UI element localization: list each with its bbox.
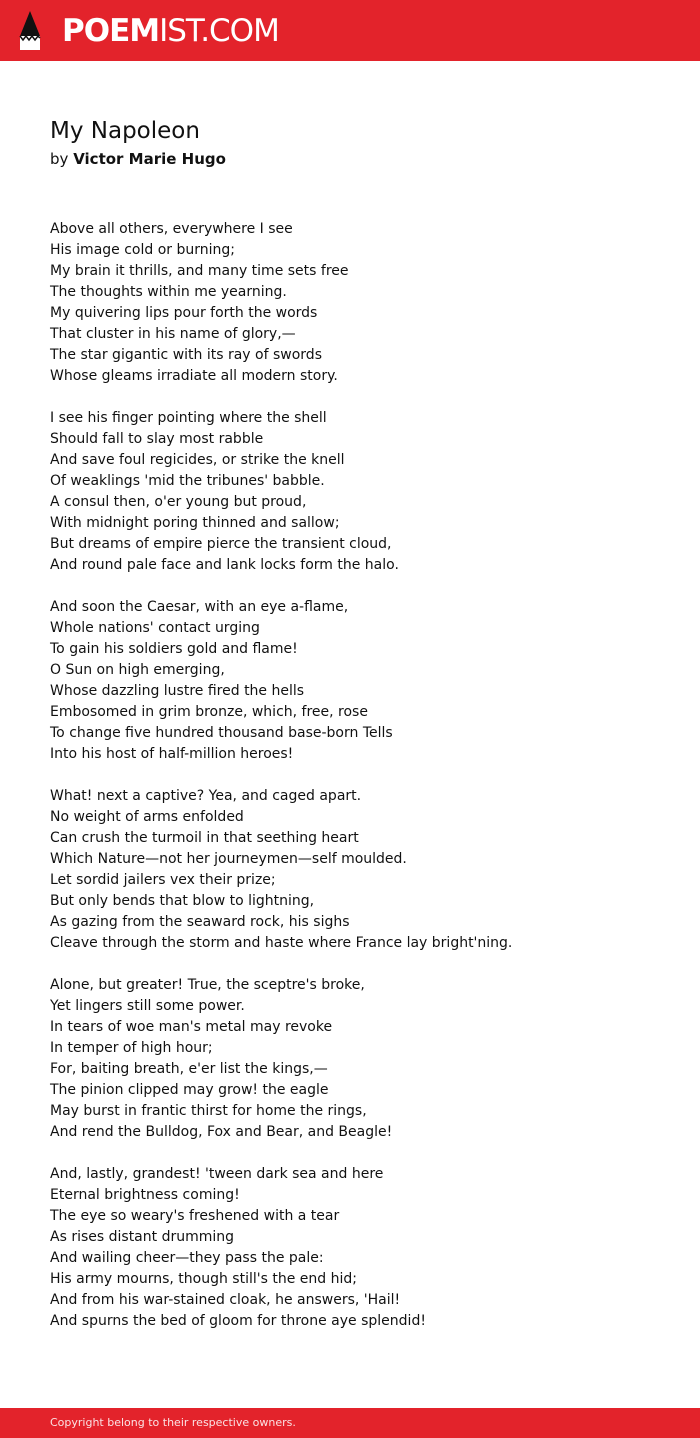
site-header [0, 0, 700, 61]
poem-line: Yet lingers still some power. [50, 998, 245, 1014]
poem-line: But dreams of empire pierce the transient cloud, [50, 536, 392, 552]
poem-line: With midnight poring thinned and sallow; [50, 515, 340, 531]
poem-line: The star gigantic with its ray of swords [50, 347, 322, 363]
poem-line: His image cold or burning; [50, 242, 235, 258]
poem-line: Alone, but greater! True, the sceptre's broke, [50, 977, 365, 993]
poem-line: In tears of woe man's metal may revoke [50, 1019, 333, 1035]
poem-title: My Napoleon [50, 118, 200, 144]
poem-line: And spurns the bed of gloom for throne aye splendid! [50, 1313, 426, 1329]
poem-line: And save foul regicides, or strike the knell [50, 452, 345, 468]
poem-line: O Sun on high emerging, [50, 662, 225, 678]
poem-line: For, baiting breath, e'er list the kings,— [50, 1061, 328, 1077]
byline-prefix: by [50, 150, 69, 168]
poem-line: And round pale face and lank locks form the halo. [50, 557, 399, 573]
poem-line: My quivering lips pour forth the words [50, 305, 318, 321]
poem-line: Should fall to slay most rabble [50, 431, 264, 447]
poem-line: Eternal brightness coming! [50, 1187, 240, 1203]
poem-line: My brain it thrills, and many time sets free [50, 263, 349, 279]
poem-line: Into his host of half-million heroes! [50, 746, 294, 762]
poem-line: May burst in frantic thirst for home the rings, [50, 1103, 367, 1119]
poem-line: Whose dazzling lustre fired the hells [50, 683, 305, 699]
poem-line: Can crush the turmoil in that seething heart [50, 830, 359, 846]
poem-line: A consul then, o'er young but proud, [50, 494, 307, 510]
poem-line: As rises distant drumming [50, 1229, 235, 1245]
site-logo[interactable] [62, 11, 279, 51]
poem-line: What! next a captive? Yea, and caged apart. [50, 788, 362, 804]
poem-stanza [50, 219, 670, 387]
poem-byline [50, 148, 226, 170]
poem-line: And soon the Caesar, with an eye a-flame, [50, 599, 349, 615]
poem-stanza [50, 1164, 670, 1332]
poem-line: And from his war-stained cloak, he answers, 'Hail! [50, 1292, 401, 1308]
poem-stanza [50, 975, 670, 1143]
poem-line: The pinion clipped may grow! the eagle [50, 1082, 329, 1098]
poem-line: No weight of arms enfolded [50, 809, 244, 825]
poem-line: And rend the Bulldog, Fox and Bear, and Beagle! [50, 1124, 393, 1140]
poem-line: The thoughts within me yearning. [50, 284, 287, 300]
poem-stanza [50, 408, 670, 576]
poem-stanza [50, 597, 670, 765]
poem-line: I see his finger pointing where the shell [50, 410, 327, 426]
copyright-text: Copyright belong to their respective owners. [50, 1416, 296, 1429]
poem-line: And wailing cheer—they pass the pale: [50, 1250, 324, 1266]
poem-line: His army mourns, though still's the end hid; [50, 1271, 357, 1287]
poem-line: Whole nations' contact urging [50, 620, 260, 636]
poem-body [50, 219, 670, 1353]
poem-line: Whose gleams irradiate all modern story. [50, 368, 338, 384]
poem-line: In temper of high hour; [50, 1040, 213, 1056]
poem-line: To change five hundred thousand base-born Tells [50, 725, 393, 741]
poem-line: Above all others, everywhere I see [50, 221, 293, 237]
poem-line: As gazing from the seaward rock, his sighs [50, 914, 350, 930]
author-name: Victor Marie Hugo [73, 150, 226, 168]
logo-text-light: IST.COM [159, 13, 279, 49]
poem-line: The eye so weary's freshened with a tear [50, 1208, 340, 1224]
pencil-icon[interactable] [18, 10, 42, 50]
poem-stanza [50, 786, 670, 954]
poem-line: And, lastly, grandest! 'tween dark sea and here [50, 1166, 384, 1182]
poem-line: Of weaklings 'mid the tribunes' babble. [50, 473, 325, 489]
poem-line: Cleave through the storm and haste where France lay bright'ning. [50, 935, 513, 951]
poem-line: Embosomed in grim bronze, which, free, rose [50, 704, 368, 720]
site-footer [0, 1408, 700, 1438]
poem-line: Let sordid jailers vex their prize; [50, 872, 276, 888]
poem-line: Which Nature—not her journeymen—self moulded. [50, 851, 407, 867]
poem-line: But only bends that blow to lightning, [50, 893, 315, 909]
logo-text-bold: POEM [62, 13, 160, 49]
poem-line: That cluster in his name of glory,— [50, 326, 296, 342]
poem-line: To gain his soldiers gold and flame! [50, 641, 298, 657]
